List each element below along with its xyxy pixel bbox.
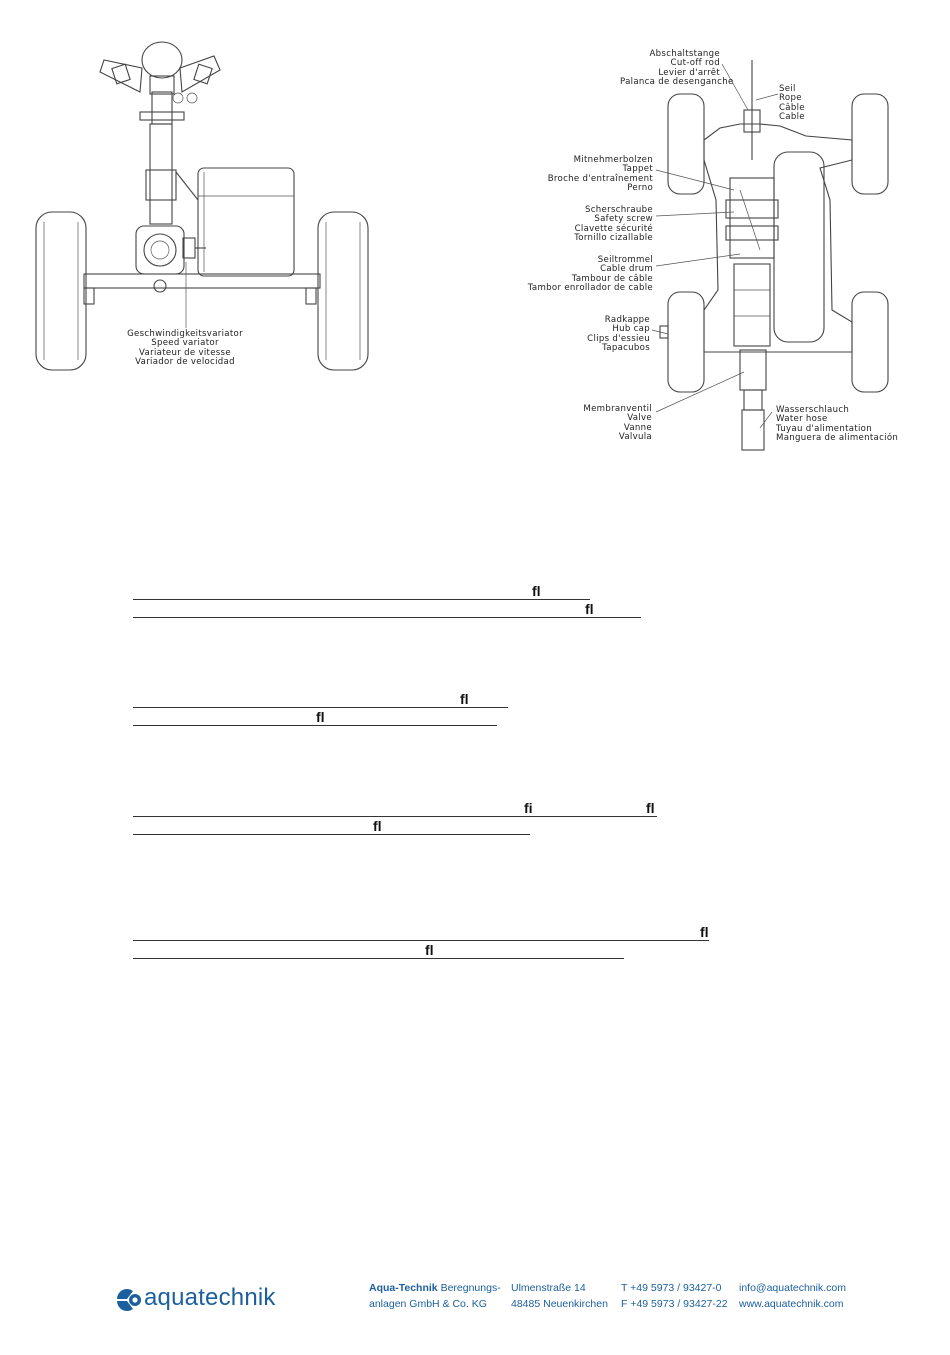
email-link[interactable]: info@aquatechnik.com xyxy=(739,1282,846,1294)
company-line2: anlagen GmbH & Co. KG xyxy=(369,1298,487,1310)
water-hose-en: Water hose xyxy=(776,414,828,425)
rope-es: Cable xyxy=(779,112,805,123)
speed-variator-en: Speed variator xyxy=(151,338,219,349)
ligature-fl: ﬂ xyxy=(316,709,325,725)
ligature-fl: ﬂ xyxy=(425,942,434,958)
city: 48485 Neuenkirchen xyxy=(511,1298,608,1310)
safety-screw-en: Safety screw xyxy=(594,214,653,225)
company-line1-rest: Beregnungs- xyxy=(437,1282,501,1294)
tappet-de: Mitnehmerbolzen xyxy=(573,155,653,165)
hub-cap-de: Radkappe xyxy=(604,315,650,325)
cutoff-rod-de: Abschaltstange xyxy=(649,49,720,59)
safety-screw-label xyxy=(540,206,653,244)
rope-fr: Câble xyxy=(779,102,805,113)
company-brand: Aqua-Technik xyxy=(369,1282,438,1294)
company-name xyxy=(369,1280,501,1312)
valve-en: Valve xyxy=(627,413,652,424)
valve-es: Valvula xyxy=(618,432,652,443)
ligature-fl: ﬂ xyxy=(532,583,541,599)
safety-screw-de: Scherschraube xyxy=(585,205,653,215)
underline xyxy=(133,940,709,941)
cutoff-rod-es: Palanca de desenganche xyxy=(620,77,734,88)
website-link[interactable]: www.aquatechnik.com xyxy=(739,1298,844,1310)
speed-variator-de: Geschwindigkeitsvariator xyxy=(127,329,243,339)
underline xyxy=(133,816,657,817)
rope-de: Seil xyxy=(779,84,796,94)
underline xyxy=(133,617,641,618)
cable-drum-de: Seiltrommel xyxy=(597,255,653,265)
underline xyxy=(133,725,497,726)
address xyxy=(511,1280,608,1312)
safety-screw-fr: Clavette sécurité xyxy=(574,223,653,234)
water-hose-es: Manguera de alimentación xyxy=(776,433,899,444)
ligature-fl: ﬂ xyxy=(585,601,594,617)
speed-variator-es: Variador de velocidad xyxy=(135,357,235,368)
underline xyxy=(133,834,530,835)
hub-cap-en: Hub cap xyxy=(612,324,650,335)
ligature-fl: ﬂ xyxy=(700,924,709,940)
safety-screw-es: Tornillo cizallable xyxy=(574,233,653,244)
underline xyxy=(133,707,508,708)
fax-number: F +49 5973 / 93427-22 xyxy=(621,1298,728,1310)
hub-cap-es: Tapacubos xyxy=(602,343,650,354)
underline xyxy=(133,958,624,959)
hub-cap-fr: Clips d'essieu xyxy=(587,333,650,344)
ligature-fl: ﬂ xyxy=(646,800,655,816)
logo-wordmark: aquatechnik xyxy=(144,1284,276,1311)
cutoff-rod-fr: Levier d'arrêt xyxy=(658,67,720,78)
water-hose-label xyxy=(776,406,898,444)
contact xyxy=(739,1280,846,1312)
tappet-label xyxy=(540,156,653,194)
valve-de: Membranventil xyxy=(583,404,652,414)
cable-drum-label xyxy=(520,256,653,294)
tappet-es: Perno xyxy=(627,183,653,194)
hub-cap-label xyxy=(560,316,650,354)
aquatechnik-logo-icon xyxy=(113,1287,143,1311)
street: Ulmenstraße 14 xyxy=(511,1282,586,1294)
valve-fr: Vanne xyxy=(623,422,652,433)
valve-label xyxy=(560,405,652,443)
water-hose-de: Wasserschlauch xyxy=(776,405,850,415)
cutoff-rod-en: Cut-off rod xyxy=(670,58,720,69)
ligature-fl: ﬂ xyxy=(460,691,469,707)
phone-number: T +49 5973 / 93427-0 xyxy=(621,1282,722,1294)
tappet-fr: Broche d'entraînement xyxy=(547,173,653,184)
ligature-fi: ﬁ xyxy=(524,800,533,816)
cutoff-rod-label xyxy=(620,49,734,88)
phone-fax xyxy=(621,1280,728,1312)
water-hose-fr: Tuyau d'alimentation xyxy=(776,423,872,434)
rope-label xyxy=(779,85,805,123)
cable-drum-en: Cable drum xyxy=(600,264,653,275)
tappet-en: Tappet xyxy=(622,164,653,175)
cable-drum-fr: Tambour de câble xyxy=(571,273,653,284)
ligature-fl: ﬂ xyxy=(373,818,382,834)
rope-en: Rope xyxy=(779,93,802,104)
underline xyxy=(133,599,590,600)
cable-drum-es: Tambor enrollador de cable xyxy=(527,283,653,294)
speed-variator-fr: Variateur de vitesse xyxy=(139,347,231,358)
